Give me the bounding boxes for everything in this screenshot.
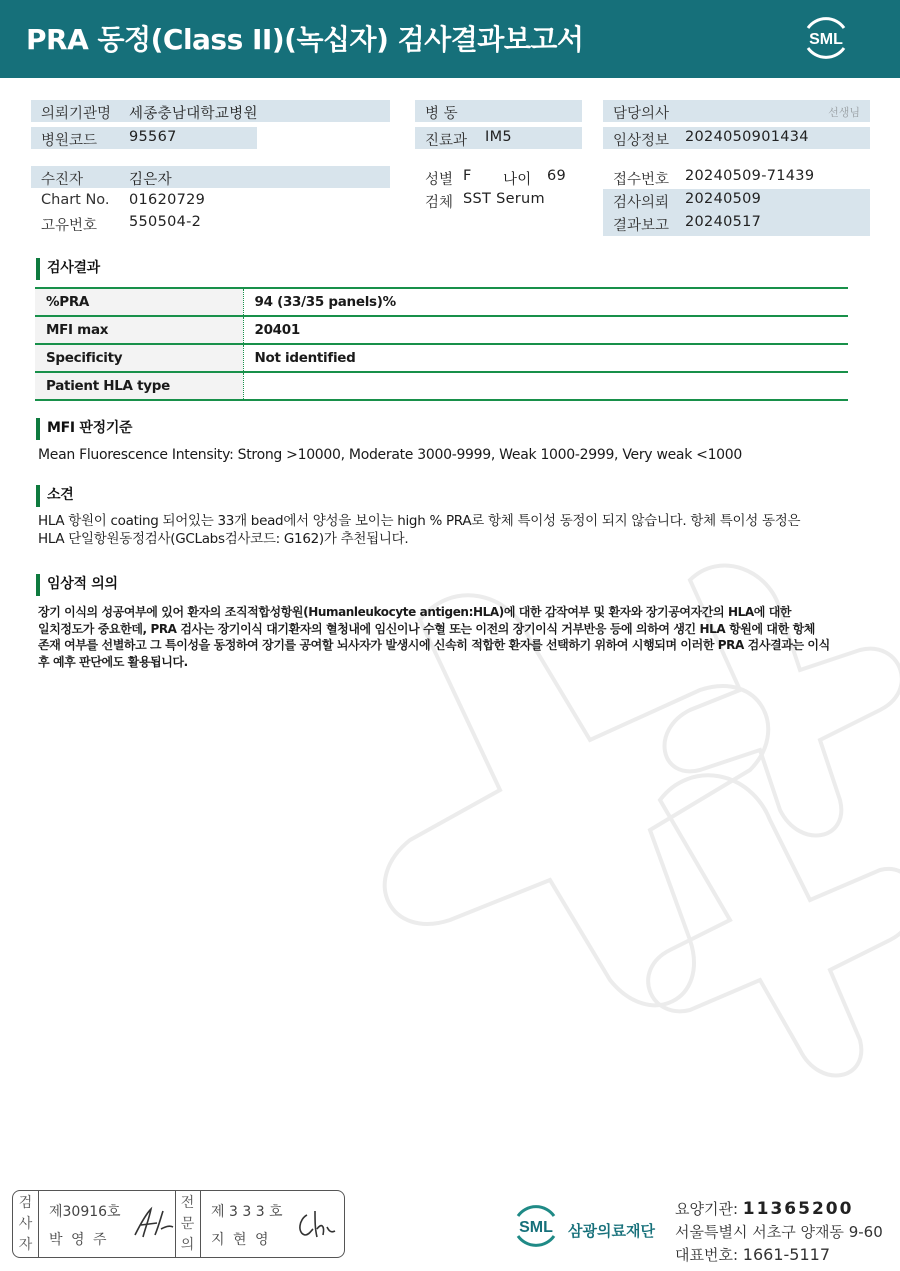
specialist-name: 지 현 영: [211, 1232, 271, 1248]
result-value: 94 (33/35 panels)%: [243, 288, 848, 316]
results-table: [35, 287, 848, 401]
unique-no-value: 550504-2: [129, 214, 202, 230]
findings-section-title: 소견: [36, 485, 73, 507]
result-key: MFI max: [35, 316, 243, 344]
specimen-label: 검체: [425, 195, 454, 211]
specialist-signature-icon: [293, 1207, 339, 1245]
request-date-label: 검사의뢰: [613, 195, 670, 211]
footer-logo-text: SML: [519, 1219, 553, 1236]
doctor-suffix: 선생님: [828, 106, 860, 119]
report-date-value: 20240517: [685, 214, 762, 230]
sml-logo-icon: [800, 12, 852, 64]
department-field: [415, 127, 582, 149]
table-row: [35, 316, 848, 344]
findings-line: HLA 항원이 coating 되어있는 33개 bead에서 양성을 보이는 high % PRA로 항체 특이성 동정이 되지 않습니다. 항체 특이성 동정은: [38, 513, 801, 529]
clinical-section-title: 임상적 의의: [36, 574, 118, 596]
report-date-label: 결과보고: [613, 218, 670, 234]
department-label: 진료과: [425, 133, 468, 149]
phone-value: 1661-5117: [742, 1245, 831, 1264]
clinical-line: 일치정도가 중요한데, PRA 검사는 장기이식 대기환자의 혈청내에 임신이나 수혈 또는 이전의 장기이식 거부반응 등에 의하여 생긴 HLA 항원에 대한 항체: [38, 621, 815, 636]
clinical-line: 후 예후 판단에도 활용됩니다.: [38, 654, 188, 669]
tester-signature-icon: [131, 1205, 177, 1243]
hospital-code-field: [31, 127, 257, 149]
sex-age-field: [415, 166, 595, 188]
signature-box: [12, 1190, 345, 1258]
results-section-title: 검사결과: [36, 258, 100, 280]
request-date-value: 20240509: [685, 191, 762, 207]
clinical-info-field: [603, 127, 870, 149]
table-row: [35, 344, 848, 372]
result-key: Specificity: [35, 344, 243, 372]
phone-label: 대표번호:: [675, 1246, 739, 1264]
footer-phone: [675, 1244, 830, 1265]
department-value: IM5: [485, 129, 512, 145]
findings-line: HLA 단일항원동정검사(GCLabs검사코드: G162)가 추천됩니다.: [38, 531, 409, 547]
result-key: %PRA: [35, 288, 243, 316]
header-logo-text: SML: [809, 31, 843, 48]
age-value: 69: [547, 168, 567, 184]
result-value: Not identified: [243, 344, 848, 372]
hospital-label: 의뢰기관명: [41, 106, 112, 122]
clinical-line: 장기 이식의 성공여부에 있어 환자의 조직적합성항원(Humanleukocyte antigen:HLA)에 대한 감작여부 및 환자와 장기공여자간의 HLA에 대한: [38, 605, 792, 619]
patient-field: [31, 166, 390, 188]
doctor-field: [603, 100, 870, 122]
tester-label: [13, 1191, 39, 1257]
institution-code: 11365200: [742, 1199, 854, 1219]
criteria-section-title: MFI 판정기준: [36, 418, 132, 440]
hospital-field: [31, 100, 390, 122]
criteria-text: Mean Fluorescence Intensity: Strong >10000, Moderate 3000-9999, Weak 1000-2999, Very weak <1000: [38, 447, 743, 463]
clinical-info-label: 임상정보: [613, 133, 670, 149]
specialist-label: [175, 1191, 201, 1257]
unique-no-label: 고유번호: [41, 218, 98, 234]
institution-label: 요양기관:: [675, 1200, 739, 1218]
chart-no-label: Chart No.: [41, 192, 110, 208]
receipt-no-value: 20240509-71439: [685, 168, 815, 184]
ward-field: [415, 100, 582, 122]
result-key: Patient HLA type: [35, 372, 243, 400]
table-row: [35, 372, 848, 400]
specialist-number: 제 3 3 3 호: [211, 1204, 283, 1220]
hospital-value: 세종충남대학교병원: [129, 106, 258, 122]
patient-label: 수진자: [41, 172, 84, 188]
receipt-no-field: [603, 166, 870, 188]
specimen-value: SST Serum: [463, 191, 545, 207]
ward-label: 병 동: [425, 106, 458, 122]
patient-value: 김은자: [129, 172, 172, 188]
footer-institution: [675, 1198, 853, 1219]
receipt-no-label: 접수번호: [613, 172, 670, 188]
unique-no-field: [31, 212, 390, 234]
hospital-code-value: 95567: [129, 129, 177, 145]
specialist-label-text: 전문의: [180, 1195, 195, 1253]
table-row: [35, 288, 848, 316]
report-header: [0, 0, 900, 78]
tester-number: 제30916호: [49, 1204, 121, 1220]
footer-org-name: 삼광의료재단: [568, 1222, 655, 1240]
age-label: 나이: [503, 172, 532, 188]
chart-no-value: 01620729: [129, 192, 206, 208]
clinical-line: 존재 여부를 선별하고 그 특이성을 동정하여 장기를 공여할 뇌사자가 발생시에 신속히 적합한 환자를 선택하기 위하여 시행되며 이러한 PRA 검사결과는 이식: [38, 638, 830, 652]
footer-sml-logo-icon: [510, 1200, 562, 1252]
footer-address: 서울특별시 서초구 양재동 9-60: [675, 1223, 883, 1241]
clinical-info-value: 2024050901434: [685, 129, 809, 145]
sex-label: 성별: [425, 172, 454, 188]
specimen-field: [415, 189, 595, 211]
result-value: 20401: [243, 316, 848, 344]
chart-no-field: [31, 190, 390, 212]
doctor-label: 담당의사: [613, 106, 670, 122]
page-title: PRA 동정(Class II)(녹십자) 검사결과보고서: [26, 23, 584, 56]
dates-field: [603, 189, 870, 236]
sex-value: F: [463, 168, 472, 184]
tester-name: 박 영 주: [49, 1232, 109, 1248]
result-value: [243, 372, 848, 400]
hospital-code-label: 병원코드: [41, 133, 98, 149]
tester-label-text: 검사자: [18, 1195, 33, 1253]
